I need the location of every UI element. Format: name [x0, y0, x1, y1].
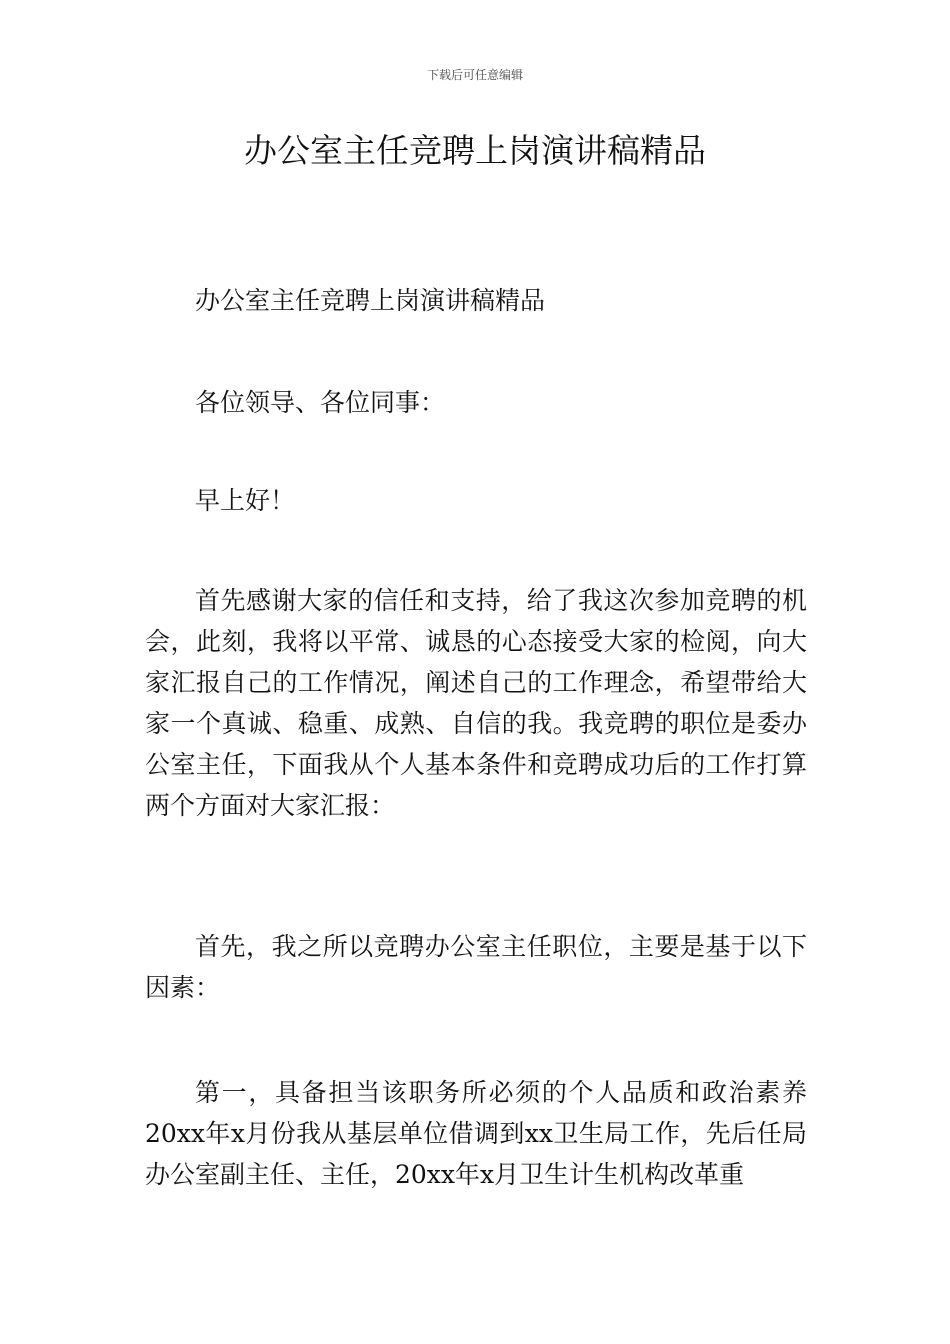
paragraph-text: 首先感谢大家的信任和支持，给了我这次参加竞聘的机会，此刻，我将以平常、诚恳的心态接受大家的检阅，向大家汇报自己的工作情况，阐述自己的工作理念，希望带给大家一个真诚、稳重、成熟、自信的我。我竞聘的职位是委办公室主任，下面我从个人基本条件和竞聘成功后的工作打算两个方面对大家汇报： [145, 586, 807, 820]
body-paragraph-subtitle [145, 280, 807, 321]
paragraph-text: 第一，具备担当该职务所必须的个人品质和政治素养20xx年x月份我从基层单位借调到xx卫生局工作，先后任局办公室副主任、主任，20xx年x月卫生计生机构改革重 [145, 1078, 807, 1189]
body-paragraph-intro [145, 580, 807, 826]
body-paragraph-salutation [145, 382, 807, 423]
document-title: 办公室主任竞聘上岗演讲稿精品 [244, 131, 706, 170]
paragraph-text: 各位领导、各位同事： [195, 388, 446, 417]
header-note: 下载后可任意编辑 [426, 68, 523, 82]
paragraph-text: 首先，我之所以竞聘办公室主任职位，主要是基于以下因素： [145, 932, 807, 1002]
paragraph-text: 办公室主任竞聘上岗演讲稿精品 [195, 286, 546, 315]
paragraph-text: 早上好！ [195, 486, 296, 515]
body-paragraph-reasons [145, 926, 807, 1008]
body-paragraph-greeting [145, 480, 807, 521]
body-paragraph-first-reason [145, 1072, 807, 1195]
